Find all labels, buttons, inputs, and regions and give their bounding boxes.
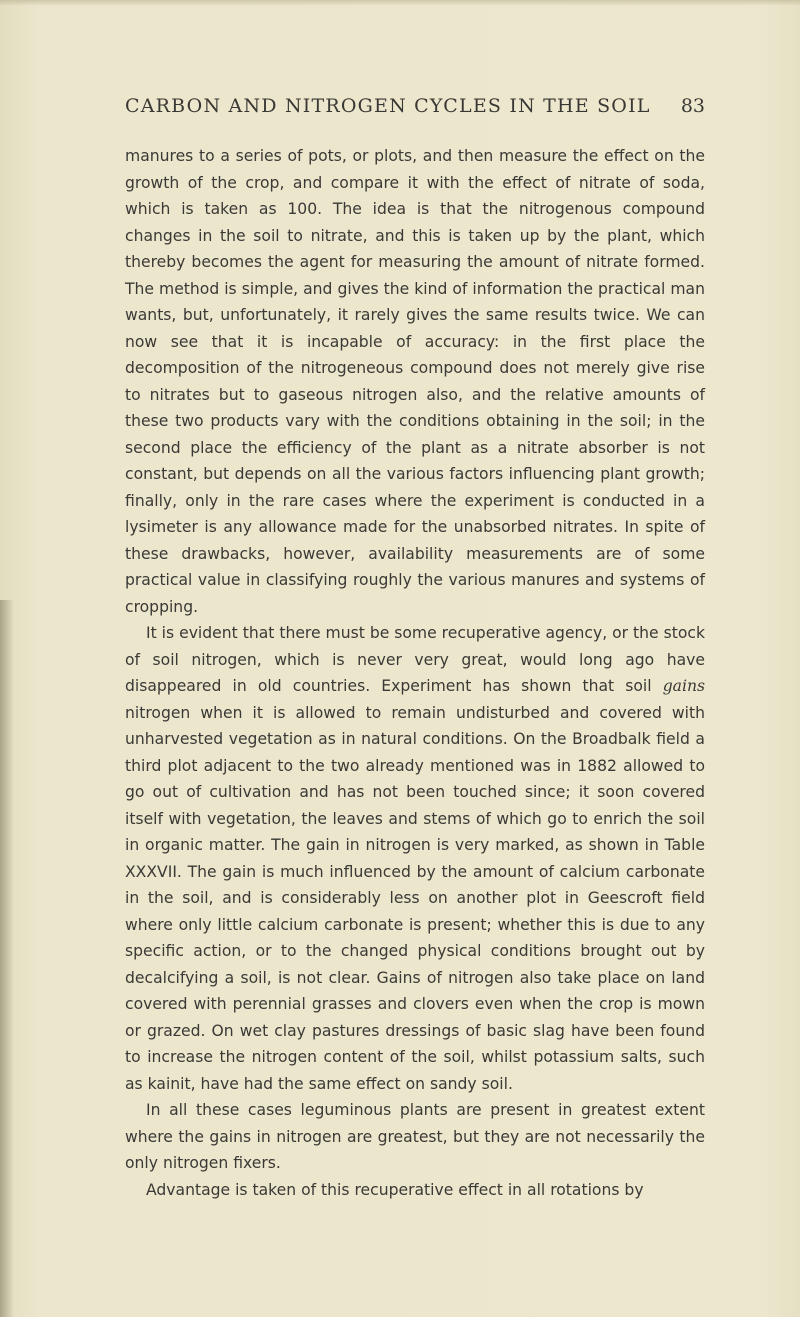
paragraph-recuperative-agency	[125, 620, 705, 1097]
page-number: 83	[680, 95, 705, 117]
running-head	[125, 95, 705, 117]
binding-gutter-shadow	[0, 600, 14, 1317]
paragraph-advantage: Advantage is taken of this recuperative effect in all rotations by	[146, 1180, 644, 1199]
body-text	[125, 143, 705, 1203]
paragraph-text: nitrogen when it is allowed to remain undisturbed and covered with unharvested vegetation as in natural conditions. On the Broadbalk field a third plot adjacent to the two already mentioned was in 1882 allowed to go out of cultivation and has not been touched since; it soon covered itself with vegetation, the leaves and stems of which go to enrich the soil in organic matter. The gain in nitrogen is very marked, as shown in Table XXXVII. The gain is much influenced by the amount of calcium carbonate in the soil, and is considerably less on another plot in Geescroft field where only little calcium carbonate is present; whether this is due to any specific action, or to the changed physical conditions brought out by decalcifying a soil, is not clear. Gains of nitrogen also take place on land covered with perennial grasses and clovers even when the crop is mown or grazed. On wet clay pastures dressings of basic slag have been found to increase the nitrogen content of the soil, whilst potassium salts, such as kainit, have had the same effect on sandy soil.	[125, 703, 705, 1093]
emphasis-gains: gains	[662, 677, 705, 695]
page-top-edge	[0, 0, 800, 6]
running-head-title: CARBON AND NITROGEN CYCLES IN THE SOIL	[125, 95, 651, 117]
paragraph-leguminous-plants: In all these cases leguminous plants are present in greatest extent where the gains in nitrogen are greatest, but they are not necessarily the only nitrogen fixers.	[125, 1101, 705, 1172]
paragraph-text: It is evident that there must be some recuperative agency, or the stock of soil nitrogen, which is never very great, would long ago have disappeared in old countries. Experiment has shown that soil	[125, 624, 705, 695]
paragraph-continued: manures to a series of pots, or plots, and then measure the effect on the growth of the crop, and compare it with the effect of nitrate of soda, which is taken as 100. The idea is that the nitrogenous compound changes in the soil to nitrate, and this is taken up by the plant, which thereby becomes the agent for measuring the amount of nitrate formed. The method is simple, and gives the kind of information the practical man wants, but, unfortunately, it rarely gives the same results twice. We can now see that it is incapable of accuracy: in the first place the decomposition of the nitrogeneous compound does not merely give rise to nitrates but to gaseous nitrogen also, and the relative amounts of these two products vary with the conditions obtaining in the soil; in the second place the efficiency of the plant as a nitrate absorber is not constant, but depends on all the various factors influencing plant growth; finally, only in the rare cases where the experiment is conducted in a lysimeter is any allowance made for the unabsorbed nitrates. In spite of these drawbacks, however, availability measurements are of some practical value in classifying roughly the various manures and systems of cropping.	[125, 147, 705, 616]
